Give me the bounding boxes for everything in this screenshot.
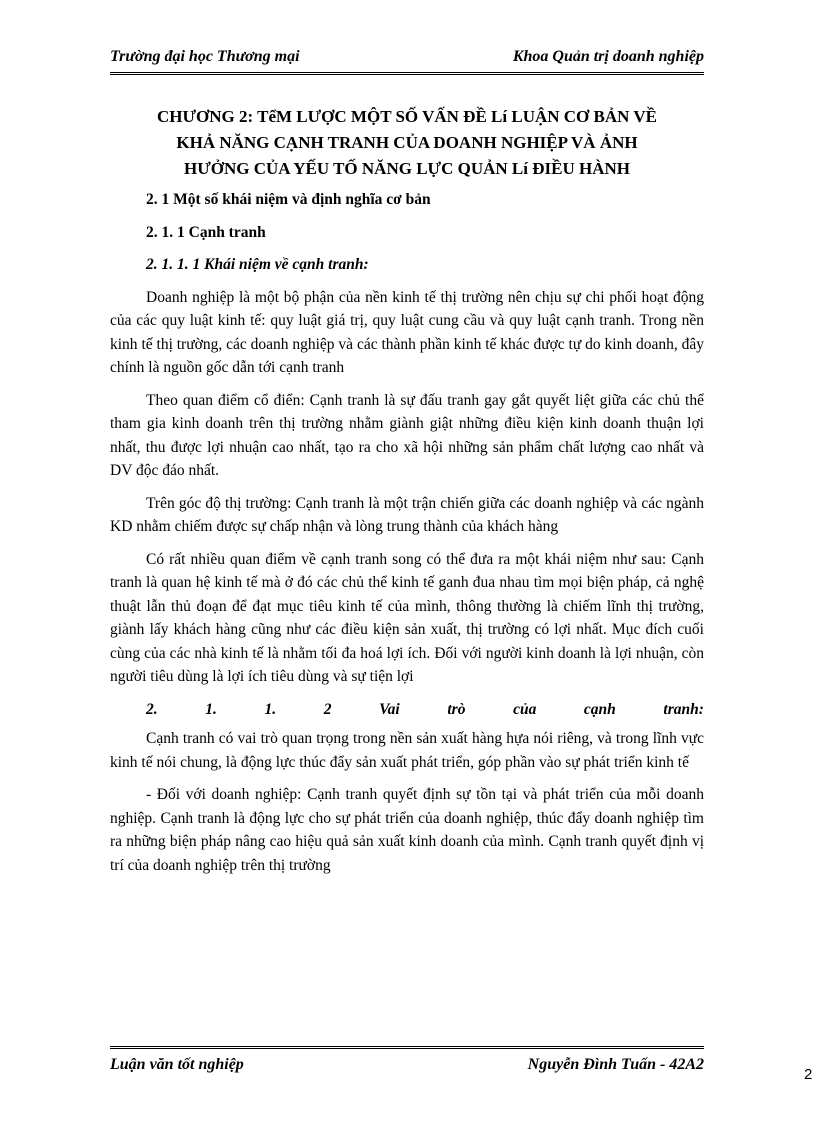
- footer-thesis-label: Luận văn tốt nghiệp: [110, 1056, 244, 1073]
- header-faculty-name: Khoa Quản trị doanh nghiệp: [512, 48, 704, 65]
- chapter-title: [110, 104, 704, 182]
- paragraph-1: Doanh nghiệp là một bộ phận của nền kinh tế thị trường nên chịu sự chi phối hoạt động của các quy luật kinh tế: quy luật giá trị, quy luật cung cầu và quy luật cạnh tranh. Trong nền kinh tế thị trường, các doanh nghiệp và các thành phần kinh tế khác được tự do kinh doanh, đây chính là nguồn gốc dẫn tới cạnh tranh: [110, 288, 704, 376]
- chapter-title-line-2: KHẢ NĂNG CẠNH TRANH CỦA DOANH NGHIỆP VÀ ẢNH: [176, 133, 638, 152]
- page-number: 2: [804, 1066, 813, 1083]
- page-header: [110, 48, 704, 70]
- paragraph-6: - Đối với doanh nghiệp: Cạnh tranh quyết định sự tồn tại và phát triển của mỗi doanh nghiệp. Cạnh tranh là động lực cho sự phát triển của doanh nghiệp, thúc đẩy doanh nghiệp tìm ra những biện pháp nâng cao hiệu quả sản xuất kinh doanh của mình. Cạnh tranh quyết định vị trí của doanh nghiệp trên thị trường: [110, 786, 704, 874]
- section-heading-2-1-1-2: [110, 698, 704, 722]
- heading-word: 1.: [264, 700, 277, 718]
- heading-word: tranh:: [663, 700, 704, 718]
- chapter-title-line-1: CHƯƠNG 2: TểM LƯỢC MỘT SỐ VẤN ĐỀ Lí LUẬN CƠ BẢN VỀ: [157, 107, 657, 126]
- document-body: [110, 188, 704, 886]
- header-school-name: Trường đại học Thương mại: [110, 48, 300, 65]
- paragraph-2: Theo quan điểm cổ điển: Cạnh tranh là sự đấu tranh gay gắt quyết liệt giữa các chủ thể tham gia kinh doanh trên thị trường nhằm giành giật những điều kiện kinh doanh thuận lợi nhất, thu được lợi nhuận cao nhất, tạo ra cho xã hội những sản phẩm chất lượng cao nhất và DV độc đáo nhất.: [110, 391, 704, 479]
- section-heading-2-1-1: 2. 1. 1 Cạnh tranh: [146, 223, 266, 241]
- section-heading-2-1: 2. 1 Một số khái niệm và định nghĩa cơ bản: [146, 191, 431, 208]
- page-footer: [110, 1056, 704, 1078]
- heading-word: 1.: [205, 700, 217, 718]
- heading-word: 2.: [146, 700, 158, 718]
- heading-word: 2: [323, 700, 332, 718]
- paragraph-4: Có rất nhiều quan điểm về cạnh tranh song có thể đưa ra một khái niệm như sau: Cạnh tranh là quan hệ kinh tế mà ở đó các chủ thể kinh tế ganh đua nhau tìm mọi biện pháp, cả nghệ thuật lẫn thủ đoạn để đạt mục tiêu kinh tế của mình, thông thường là chiếm lĩnh thị trường, giành lấy khách hàng cũng như các điều kiện sản xuất, thị trường có lợi nhất. Mục đích cuối cùng của các nhà kinh tế là nhằm tối đa hoá lợi ích. Đối với người kinh doanh là lợi nhuận, còn người tiêu dùng là lợi ích tiêu dùng và sự tiện lợi: [110, 550, 704, 685]
- paragraph-5: Cạnh tranh có vai trò quan trọng trong nền sản xuất hàng hựa nói riêng, và trong lĩnh vực kinh tế nói chung, là động lực thúc đẩy sản xuất phát triển, góp phần vào sự phát triển kinh tế: [110, 730, 704, 771]
- header-divider: [110, 72, 704, 75]
- footer-divider: [110, 1046, 704, 1049]
- paragraph-3: Trên góc độ thị trường: Cạnh tranh là một trận chiến giữa các doanh nghiệp và các ngành KD nhằm chiếm được sự chấp nhận và lòng trung thành của khách hàng: [110, 494, 704, 535]
- heading-word: trò: [447, 700, 466, 718]
- chapter-title-line-3: HƯỞNG CỦA YẾU TỐ NĂNG LỰC QUẢN Lí ĐIỀU HÀNH: [184, 159, 630, 178]
- heading-word: cạnh: [583, 700, 616, 718]
- heading-word: của: [513, 700, 537, 718]
- heading-word: Vai: [379, 700, 400, 718]
- footer-author-name: Nguyễn Đình Tuấn - 42A2: [527, 1056, 704, 1073]
- section-heading-2-1-1-1: 2. 1. 1. 1 Khái niệm về cạnh tranh:: [146, 256, 369, 273]
